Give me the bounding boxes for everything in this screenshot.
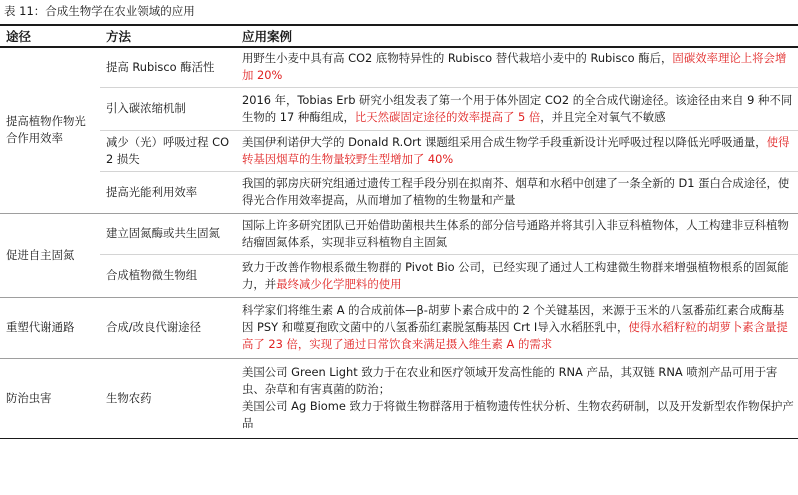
header-cases: 应用案例 [238,25,798,47]
method-cell: 减少（光）呼吸过程 CO2 损失 [100,130,238,171]
category-cell: 提高植物作物光合作用效率 [0,47,100,213]
table-row [0,87,798,130]
method-cell: 引入碳浓缩机制 [100,87,238,130]
method-cell: 合成/改良代谢途径 [100,297,238,358]
table-row [0,297,798,358]
case-line: 美国公司 Green Light 致力于在农业和医疗领域开发高性能的 RNA 产品，其双链 RNA 喷剂产品可用于害虫、杂草和有害真菌的防治； [242,365,778,396]
case-cell [238,297,798,358]
case-cell [238,358,798,438]
category-cell: 促进自主固氮 [0,213,100,297]
method-cell: 提高光能利用效率 [100,171,238,213]
case-highlight: 比天然碳固定途径的效率提高了 5 倍 [354,109,541,124]
case-cell [238,254,798,297]
method-cell: 合成植物微生物组 [100,254,238,297]
case-text: 用野生小麦中具有高 CO2 底物特异性的 Rubisco 替代栽培小麦中的 Rubisco 酶后， [242,51,673,66]
case-text: 科学家们将维生素 A 的合成前体—β-胡萝卜素合成中的 2 个关键基因，来源于玉米的八氢番茄红素合成酶基因 PSY 和噬夏孢欧文菌中的八氢番茄红素脱氢酶基因 Crt Ⅰ导入水稻胚乳中， [242,303,785,334]
case-cell [238,87,798,130]
table-row [0,213,798,254]
header-pathway: 途径 [0,25,100,47]
case-highlight: 最终减少化学肥料的使用 [276,276,402,291]
method-cell: 建立固氮酶或共生固氮 [100,213,238,254]
case-text: 美国伊利诺伊大学的 Donald R.Ort 课题组采用合成生物学手段重新设计光呼吸过程以降低光呼吸通量， [242,134,767,149]
case-cell [238,130,798,171]
case-cell [238,171,798,213]
table-row [0,171,798,213]
case-text-after: ，并且完全对氧气不敏感 [540,109,666,124]
table-row [0,47,798,87]
case-text: 国际上许多研究团队已开始借助菌根共生体系的部分信号通路并将其引入非豆科植物体，人工构建非豆科植物结瘤固氮体系，实现非豆科植物自主固氮 [242,217,789,249]
method-cell: 生物农药 [100,358,238,438]
header-method: 方法 [100,25,238,47]
table-row [0,358,798,438]
case-highlight: 固碳效率理论上将会增加 20% [242,51,787,83]
case-text: 2016 年，Tobias Erb 研究小组发表了第一个用于体外固定 CO2 的全合成代谢途径。该途径由来自 9 种不同生物的 17 种酶组成， [242,92,793,124]
case-highlight: 使得水稻籽粒的胡萝卜素含量提高了 23 倍，实现了通过日常饮食来满足摄入维生素 A 的需求 [242,320,788,351]
case-text: 我国的郭房庆研究组通过遗传工程手段分别在拟南芥、烟草和水稻中创建了一条全新的 D1 蛋白合成途径，使得光合作用效率提高，从而增加了植物的生物量和产量 [242,176,790,207]
table-row [0,130,798,171]
table-caption: 表 11：合成生物学在农业领域的应用 [4,4,195,18]
case-highlight: 使得转基因烟草的生物量较野生型增加了 40% [242,134,790,166]
case-line: 美国公司 Ag Biome 致力于将微生物群落用于植物遗传性状分析、生物农药研制，以及开发新型农作物保护产品 [242,399,794,430]
table-row [0,254,798,297]
case-cell [238,213,798,254]
applications-table [0,24,798,439]
category-cell: 重塑代谢通路 [0,297,100,358]
case-cell [238,47,798,87]
header-row [0,25,798,47]
category-cell: 防治虫害 [0,358,100,438]
method-cell: 提高 Rubisco 酶活性 [100,47,238,87]
case-text: 致力于改善作物根系微生物群的 Pivot Bio 公司，已经实现了通过人工构建微生物群来增强植物根系的固氮能力，并 [242,259,789,291]
